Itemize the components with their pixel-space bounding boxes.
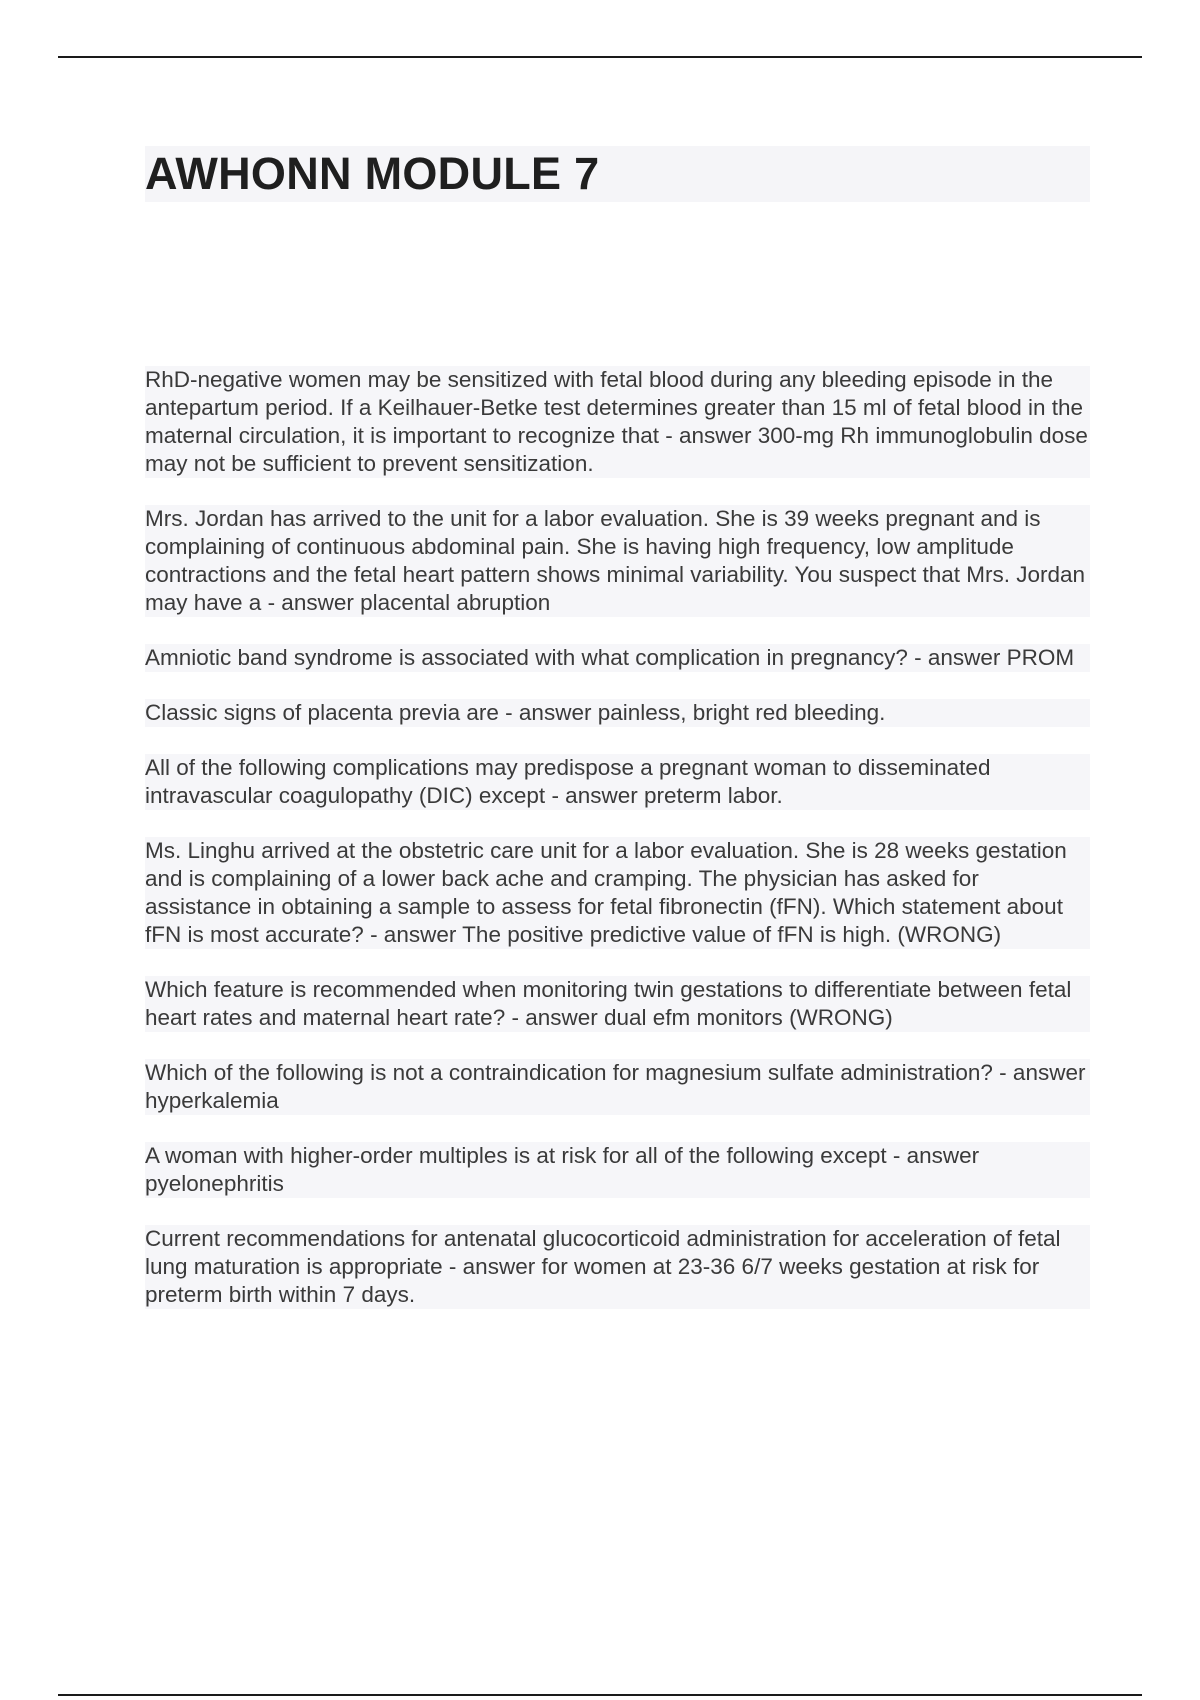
qa-item: Which feature is recommended when monitoring twin gestations to differentiate between fetal heart rates and maternal heart rate? - answer dual efm monitors (WRONG) (145, 976, 1090, 1032)
qa-item: Ms. Linghu arrived at the obstetric care unit for a labor evaluation. She is 28 weeks gestation and is complaining of a lower back ache and cramping. The physician has asked for assistance in obtaining a sample to assess for fetal fibronectin (fFN). Which statement about fFN is most accurate? - answer The positive predictive value of fFN is high. (WRONG) (145, 837, 1090, 949)
bottom-divider (58, 1694, 1142, 1696)
qa-item: Mrs. Jordan has arrived to the unit for a labor evaluation. She is 39 weeks pregnant and is complaining of continuous abdominal pain. She is having high frequency, low amplitude contractions and the fetal heart pattern shows minimal variability. You suspect that Mrs. Jordan may have a - answer placental abruption (145, 505, 1090, 617)
qa-item: RhD-negative women may be sensitized with fetal blood during any bleeding episode in the antepartum period. If a Keilhauer-Betke test determines greater than 15 ml of fetal blood in the maternal circulation, it is important to recognize that - answer 300-mg Rh immunoglobulin dose may not be sufficient to prevent sensitization. (145, 366, 1090, 478)
qa-item: Classic signs of placenta previa are - answer painless, bright red bleeding. (145, 699, 1090, 727)
qa-list (145, 366, 1090, 1336)
page-title: AWHONN MODULE 7 (145, 148, 600, 199)
qa-item: Current recommendations for antenatal glucocorticoid administration for acceleration of fetal lung maturation is appropriate - answer for women at 23-36 6/7 weeks gestation at risk for preterm birth within 7 days. (145, 1225, 1090, 1309)
top-divider (58, 56, 1142, 58)
qa-item: Which of the following is not a contraindication for magnesium sulfate administration? - answer hyperkalemia (145, 1059, 1090, 1115)
qa-item: A woman with higher-order multiples is at risk for all of the following except - answer pyelonephritis (145, 1142, 1090, 1198)
qa-item: Amniotic band syndrome is associated with what complication in pregnancy? - answer PROM (145, 644, 1090, 672)
qa-item: All of the following complications may predispose a pregnant woman to disseminated intravascular coagulopathy (DIC) except - answer preterm labor. (145, 754, 1090, 810)
